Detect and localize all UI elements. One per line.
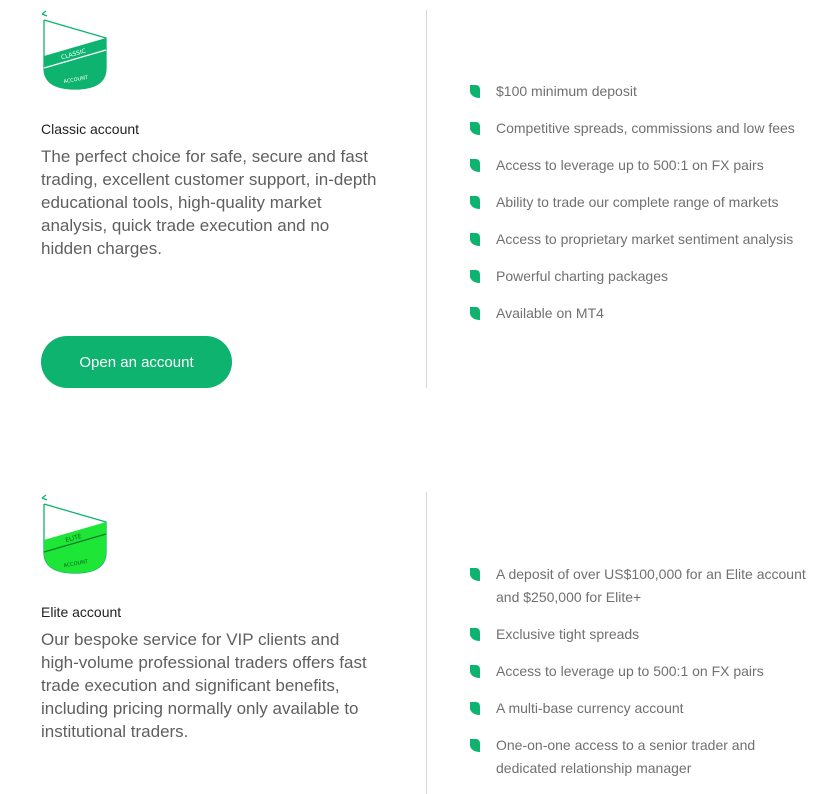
feature-text: One-on-one access to a senior trader and dedicated relationship manager — [496, 737, 756, 776]
feature-item — [469, 117, 814, 140]
elite-account-section — [0, 484, 823, 794]
feature-item — [469, 302, 814, 325]
elite-section-divider — [426, 492, 427, 794]
classic-badge-bottom-label: ACCOUNT — [63, 74, 89, 86]
leaf-bullet-icon — [469, 307, 480, 320]
feature-text: $100 minimum deposit — [496, 83, 637, 99]
elite-features-list — [469, 563, 814, 794]
classic-features-list — [469, 80, 814, 339]
feature-item — [469, 154, 814, 177]
leaf-bullet-icon — [469, 159, 480, 172]
leaf-bullet-icon — [469, 122, 480, 135]
classic-badge-top-label: CLASSIC — [60, 47, 87, 62]
feature-item — [469, 80, 814, 103]
elite-account-description: Our bespoke service for VIP clients and high-volume professional traders offers fast trade execution and significant benefits, including pricing normally only available to institutional traders. — [41, 630, 367, 741]
classic-account-title: Classic account — [41, 121, 140, 137]
leaf-bullet-icon — [469, 702, 480, 715]
leaf-bullet-icon — [469, 568, 480, 581]
feature-text: Access to leverage up to 500:1 on FX pairs — [496, 157, 764, 173]
classic-account-description: The perfect choice for safe, secure and fast trading, excellent customer support, in-depth educational tools, high-quality market analysis, quick trade execution and no hidden charges. — [41, 147, 377, 258]
feature-item — [469, 660, 814, 683]
leaf-bullet-icon — [469, 233, 480, 246]
feature-text: A deposit of over US$100,000 for an Elite account and $250,000 for Elite+ — [496, 566, 806, 605]
feature-item — [469, 228, 814, 251]
feature-text: Access to leverage up to 500:1 on FX pairs — [496, 663, 764, 679]
feature-text: Access to proprietary market sentiment analysis — [496, 231, 794, 247]
feature-item — [469, 623, 814, 646]
feature-text: Available on MT4 — [496, 305, 604, 321]
leaf-bullet-icon — [469, 196, 480, 209]
elite-account-title: Elite account — [41, 604, 122, 620]
classic-account-shield-icon — [38, 8, 112, 92]
feature-item — [469, 563, 814, 609]
classic-section-divider — [426, 10, 427, 388]
leaf-bullet-icon — [469, 628, 480, 641]
feature-item — [469, 265, 814, 288]
feature-item — [469, 191, 814, 214]
feature-text: Exclusive tight spreads — [496, 626, 640, 642]
feature-item — [469, 734, 814, 780]
feature-item — [469, 697, 814, 720]
feature-text: A multi-base currency account — [496, 700, 684, 716]
leaf-bullet-icon — [469, 270, 480, 283]
feature-text: Powerful charting packages — [496, 268, 668, 284]
elite-badge-bottom-label: ACCOUNT — [63, 558, 89, 570]
elite-account-shield-icon — [38, 492, 112, 576]
feature-text: Ability to trade our complete range of markets — [496, 194, 779, 210]
leaf-bullet-icon — [469, 85, 480, 98]
open-account-button[interactable]: Open an account — [41, 336, 232, 388]
leaf-bullet-icon — [469, 665, 480, 678]
elite-badge-top-label: ELITE — [64, 532, 83, 545]
feature-text: Competitive spreads, commissions and low fees — [496, 120, 795, 136]
leaf-bullet-icon — [469, 739, 480, 752]
